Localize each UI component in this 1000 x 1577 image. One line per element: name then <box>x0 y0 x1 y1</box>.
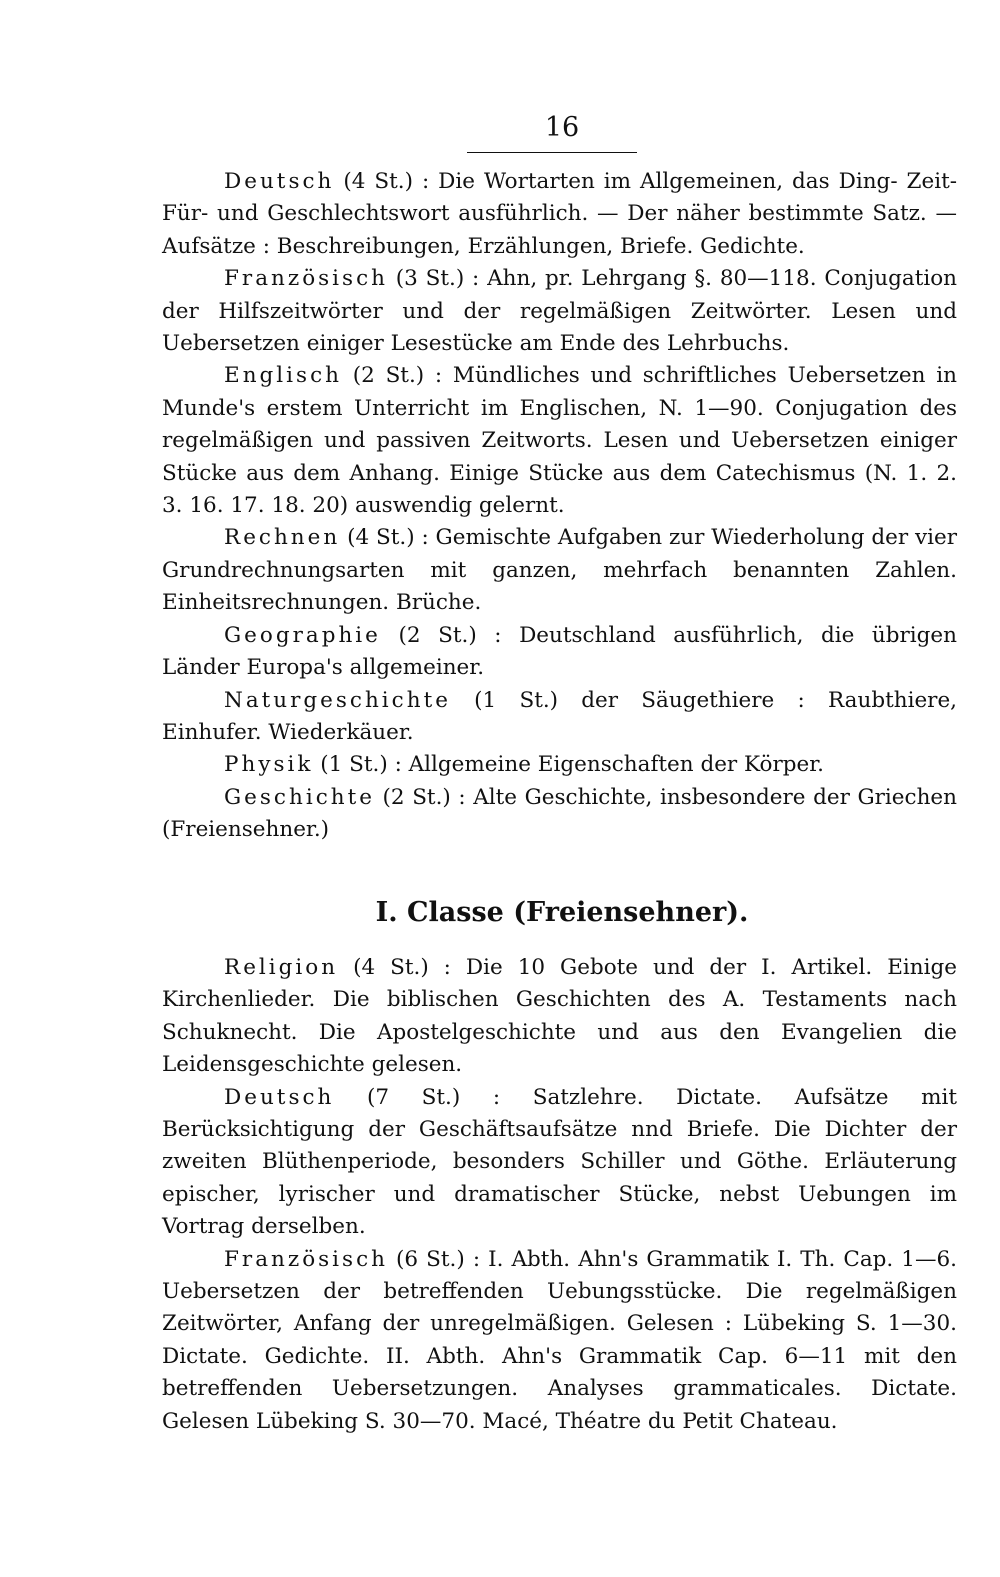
subject-name: Geschichte <box>224 784 375 810</box>
section-upper-class <box>162 166 957 847</box>
paragraph-text: (7 St.) : Satzlehre. Dictate. Aufsätze mit Berücksichtigung der Geschäftsaufsätze nnd Briefe. Die Dichter der zweiten Blüthenperiode, besonders Schiller und Göthe. Erläuterung epischer, lyrischer und dramatischer Stücke, nebst Uebungen im Vortrag derselben. <box>162 1084 957 1240</box>
subject-name: Deutsch <box>224 1084 335 1110</box>
paragraph-naturgeschichte <box>162 685 957 750</box>
paragraph-text: (4 St.) : Die 10 Gebote und der I. Artikel. Einige Kirchenlieder. Die biblischen Geschichten des A. Testaments nach Schuknecht. Die Apostelgeschichte und aus den Evangelien die Leidensgeschichte gelesen. <box>162 955 957 1078</box>
subject-name: Englisch <box>224 363 342 389</box>
class-heading: I. Classe (Freiensehner). <box>375 897 749 928</box>
paragraph-text: (6 St.) : I. Abth. Ahn's Grammatik I. Th. Cap. 1—6. Uebersetzen der betreffenden Uebungsstücke. Die regelmäßigen Zeitwörter, Anfang der unregelmäßigen. Gelesen : Lübeking S. 1—30. Dictate. Gedichte. II. Abth. Ahn's Grammatik Cap. 6—11 mit den betreffenden Uebersetzungen. Analyses grammaticales. Dictate. Gelesen Lübeking S. 30—70. Macé, Théatre du Petit Chateau. <box>162 1246 957 1434</box>
section-first-class <box>162 952 957 1438</box>
paragraph-text: (1 St.) : Allgemeine Eigenschaften der Körper. <box>313 752 824 778</box>
subject-name: Deutsch <box>224 169 335 194</box>
paragraph-text: (3 St.) : Ahn, pr. Lehrgang §. 80—118. Conjugation der Hilfszeitwörter und der regelmäßigen Zeitwörter. Lesen und Uebersetzen einiger Lesestücke am Ende des Lehrbuchs. <box>162 266 957 357</box>
paragraph-physik <box>162 749 957 781</box>
paragraph-franzoesisch <box>162 263 957 360</box>
paragraph-religion <box>162 952 957 1082</box>
subject-name: Geographie <box>224 622 381 648</box>
paragraph-text: (1 St.) der Säugethiere : Raubthiere, Einhufer. Wiederkäuer. <box>162 687 957 745</box>
subject-name: Französisch <box>224 1246 388 1272</box>
paragraph-franzoesisch <box>162 1244 957 1438</box>
paragraph-geschichte <box>162 782 957 847</box>
subject-name: Naturgeschichte <box>224 687 451 713</box>
paragraph-text: (2 St.) : Mündliches und schriftliches Uebersetzen in Munde's erstem Unterricht im Englischen, N. 1—90. Conjugation des regelmäßigen und passiven Zeitworts. Lesen und Uebersetzen einiger Stücke aus dem Anhang. Einige Stücke aus dem Catechismus (N. 1. 2. 3. 16. 17. 18. 20) auswendig gelernt. <box>162 363 957 519</box>
subject-name: Physik <box>224 752 314 778</box>
paragraph-deutsch <box>162 1082 957 1244</box>
paragraph-englisch <box>162 360 957 522</box>
paragraph-text: (4 St.) : Die Wortarten im Allgemeinen, das Ding- Zeit- Für- und Geschlechtswort ausführlich. — Der näher bestimmte Satz. — Aufsätze : Beschreibungen, Erzählungen, Briefe. Gedichte. <box>162 169 957 259</box>
paragraph-geographie <box>162 620 957 685</box>
paragraph-text: (2 St.) : Deutschland ausführlich, die übrigen Länder Europa's allgemeiner. <box>162 622 957 681</box>
paragraph-text: (2 St.) : Alte Geschichte, insbesondere der Griechen (Freiensehner.) <box>162 784 957 843</box>
paragraph-rechnen <box>162 522 957 619</box>
subject-name: Rechnen <box>224 525 341 551</box>
subject-name: Französisch <box>224 266 388 292</box>
paragraph-deutsch <box>162 166 957 263</box>
page-number: 16 <box>162 112 962 143</box>
subject-name: Religion <box>224 955 339 980</box>
paragraph-text: (4 St.) : Gemischte Aufgaben zur Wiederholung der vier Grundrechnungsarten mit ganzen, mehrfach benannten Zahlen. Einheitsrechnungen. Brüche. <box>162 525 957 616</box>
